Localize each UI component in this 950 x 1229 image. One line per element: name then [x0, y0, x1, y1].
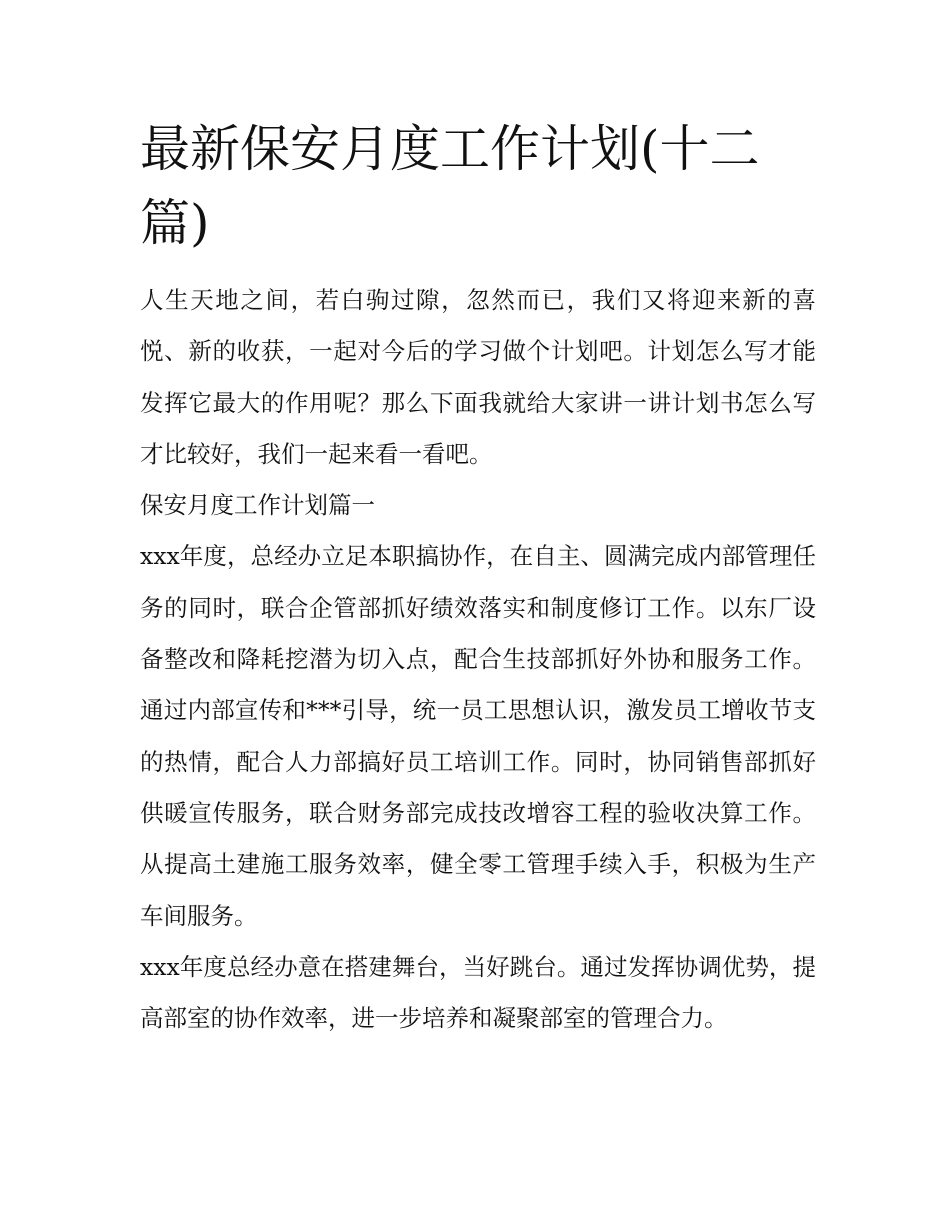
document-body: [140, 275, 816, 1044]
body-paragraph-1: xxx年度，总经办立足本职搞协作，在自主、圆满完成内部管理任务的同时，联合企管部抓好绩效落实和制度修订工作。以东厂设备整改和降耗挖潜为切入点，配合生技部抓好外协和服务工作。通过内部宣传和***引导，统一员工思想认识，激发员工增收节支的热情，配合人力部搞好员工培训工作。同时，协同销售部抓好供暖宣传服务，联合财务部完成技改增容工程的验收决算工作。从提高土建施工服务效率，健全零工管理手续入手，积极为生产车间服务。: [140, 542, 816, 930]
intro-paragraph: 人生天地之间，若白驹过隙，忽然而已，我们又将迎来新的喜悦、新的收获，一起对今后的学习做个计划吧。计划怎么写才能发挥它最大的作用呢？那么下面我就给大家讲一讲计划书怎么写才比较好，我们一起来看一看吧。: [140, 286, 816, 468]
section-heading: 保安月度工作计划篇一: [140, 491, 375, 520]
body-paragraph-2: xxx年度总经办意在搭建舞台，当好跳台。通过发挥协调优势，提高部室的协作效率，进一步培养和凝聚部室的管理合力。: [140, 952, 816, 1033]
document-title: 最新保安月度工作计划(十二篇): [140, 120, 760, 252]
